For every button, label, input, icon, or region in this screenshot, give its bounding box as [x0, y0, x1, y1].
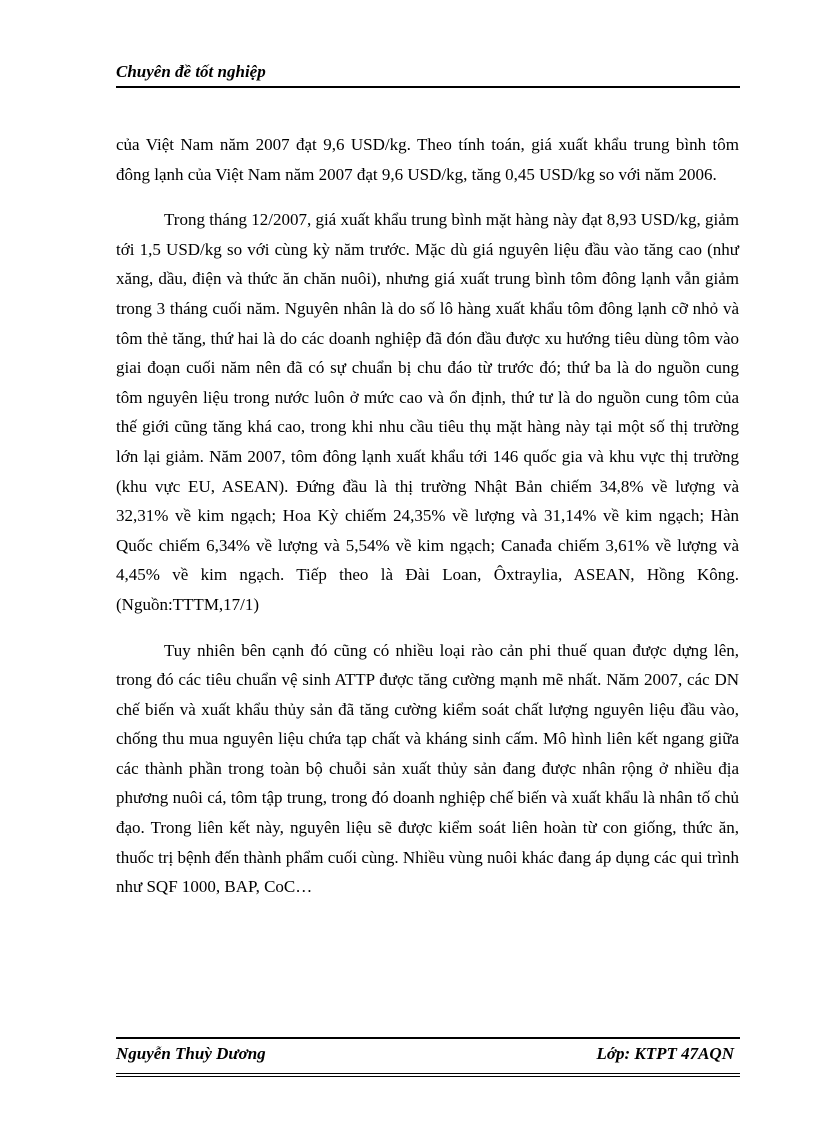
document-body	[116, 130, 739, 902]
page-footer	[116, 1037, 740, 1077]
paragraph-trade-barriers: Tuy nhiên bên cạnh đó cũng có nhiều loại rào cản phi thuế quan được dựng lên, trong đó các tiêu chuẩn vệ sinh ATTP được tăng cường mạnh mẽ nhất. Năm 2007, các DN chế biến và xuất khẩu thủy sản đã tăng cường kiểm soát chất lượng nguyên liệu đầu vào, chống thu mua nguyên liệu chứa tạp chất và kháng sinh cấm. Mô hình liên kết ngang giữa các thành phần trong toàn bộ chuỗi sản xuất thủy sản đang được nhân rộng ở nhiều địa phương nuôi cá, tôm tập trung, trong đó doanh nghiệp chế biến và xuất khẩu là nhân tố chủ đạo. Trong liên kết này, nguyên liệu sẽ được kiểm soát liên hoàn từ con giống, thức ăn, thuốc trị bệnh đến thành phẩm cuối cùng. Nhiều vùng nuôi khác đang áp dụng các qui trình như SQF 1000, BAP, CoC…	[116, 640, 739, 897]
footer-class: Lớp: KTPT 47AQN	[596, 1044, 734, 1063]
page-header	[116, 60, 740, 88]
paragraph-export-price: Trong tháng 12/2007, giá xuất khẩu trung bình mặt hàng này đạt 8,93 USD/kg, giảm tới 1,5 USD/kg so với cùng kỳ năm trước. Mặc dù giá nguyên liệu đầu vào tăng cao (như xăng, dầu, điện và thức ăn chăn nuôi), nhưng giá xuất trung bình tôm đông lạnh vẫn giảm trong 3 tháng cuối năm. Nguyên nhân là do số lô hàng xuất khẩu tôm đông lạnh cỡ nhỏ và tôm thẻ tăng, thứ hai là do các doanh nghiệp đã đón đầu được xu hướng tiêu dùng tôm vào giai đoạn cuối năm nên đã có sự chuẩn bị chu đáo từ trước đó; thứ ba là do nguồn cung tôm nguyên liệu trong nước luôn ở mức cao và ổn định, thứ tư là do nguồn cung tôm của thế giới cũng tăng khá cao, trong khi nhu cầu tiêu thụ mặt hàng này tại một số thị trường lớn lại giảm. Năm 2007, tôm đông lạnh xuất khẩu tới 146 quốc gia và khu vực thị trường (khu vực EU, ASEAN). Đứng đầu là thị trường Nhật Bản chiếm 34,8% về lượng và 32,31% về kim ngạch; Hoa Kỳ chiếm 24,35% về lượng và 31,14% về kim ngạch; Hàn Quốc chiếm 6,34% về lượng và 5,54% về kim ngạch; Canađa chiếm 3,61% về lượng và 4,45% về kim ngạch. Tiếp theo là Đài Loan, Ôxtraylia, ASEAN, Hồng Kông. (Nguồn:TTTM,17/1)	[116, 210, 739, 614]
footer-author: Nguyễn Thuỳ Dương	[116, 1044, 266, 1063]
paragraph-continuation: của Việt Nam năm 2007 đạt 9,6 USD/kg. Theo tính toán, giá xuất khẩu trung bình tôm đông lạnh của Việt Nam năm 2007 đạt 9,6 USD/kg, tăng 0,45 USD/kg so với năm 2006.	[116, 135, 739, 184]
header-title: Chuyên đề tốt nghiệp	[116, 62, 266, 81]
